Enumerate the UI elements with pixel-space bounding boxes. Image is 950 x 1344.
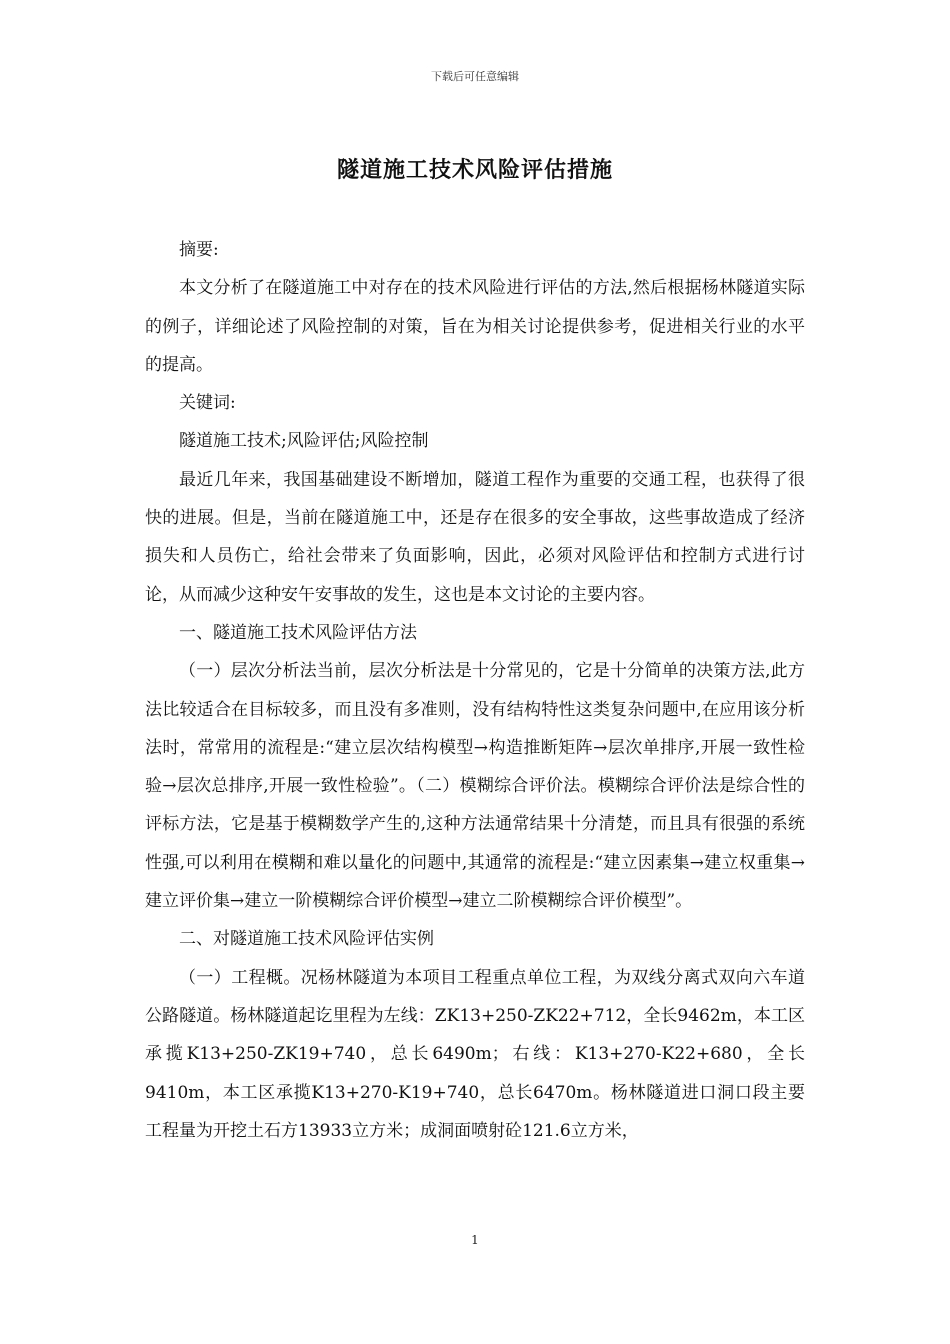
page-number: 1: [471, 1233, 479, 1247]
section1-heading: 一、隧道施工技术风险评估方法: [179, 622, 417, 643]
keywords-label: 关键词:: [179, 393, 236, 414]
keywords-paragraph: 隧道施工技术;风险评估;风险控制: [179, 431, 429, 452]
abstract-paragraph: 本文分析了在隧道施工中对存在的技术风险进行评估的方法,然后根据杨林隧道实际的例子，详细论述了风险控制的对策，旨在为相关讨论提供参考，促进相关行业的水平的提高。: [145, 278, 805, 375]
intro-paragraph: 最近几年来，我国基础建设不断增加，隧道工程作为重要的交通工程，也获得了很快的进展。但是，当前在隧道施工中，还是存在很多的安全事故，这些事故造成了经济损失和人员伤亡，给社会带来了负面影响，因此，必须对风险评估和控制方式进行讨论，从而减少这种安午安事故的发生，这也是本文讨论的主要内容。: [145, 469, 805, 605]
header-note: 下载后可任意编辑: [431, 70, 519, 83]
abstract-label: 摘要:: [179, 240, 219, 260]
document-body: [145, 231, 805, 1150]
section1-paragraph: （一）层次分析法当前，层次分析法是十分常见的，它是十分简单的决策方法,此方法比较适合在目标较多，而且没有多准则，没有结构特性这类复杂问题中,在应用该分析法时，常常用的流程是:“建立层次结构模型→构造推断矩阵→层次单排序,开展一致性检验→层次总排序,开展一致性检验”。（二）模糊综合评价法。模糊综合评价法是综合性的评标方法，它是基于模糊数学产生的,这种方法通常结果十分清楚，而且具有很强的系统性强,可以利用在模糊和难以量化的问题中,其通常的流程是:“建立因素集→建立权重集→建立评价集→建立一阶模糊综合评价模型→建立二阶模糊综合评价模型”。: [145, 661, 805, 912]
section2-heading: 二、对隧道施工技术风险评估实例: [179, 929, 434, 950]
section2-paragraph: （一）工程概。况杨林隧道为本项目工程重点单位工程，为双线分离式双向六车道公路隧道。杨林隧道起讫里程为左线：ZK13+250-ZK22+712，全长9462m，本工区承揽K13+250-ZK19+740，总长6490m；右线：K13+270-K22+680，全长9410m，本工区承揽K13+270-K19+740，总长6470m。杨林隧道进口洞口段主要工程量为开挖土石方13933立方米；成洞面喷射砼121.6立方米，: [145, 967, 805, 1141]
document-title: 隧道施工技术风险评估措施: [336, 157, 613, 183]
